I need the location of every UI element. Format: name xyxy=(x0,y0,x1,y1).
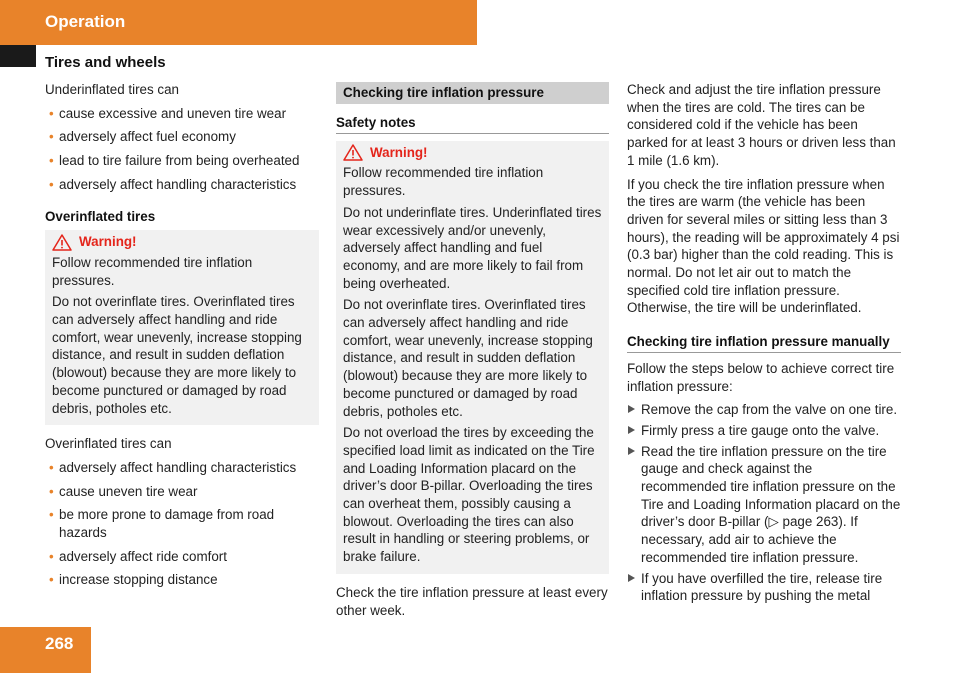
underinflated-list xyxy=(45,105,319,194)
warning-paragraph: Do not overload the tires by exceeding the specified load limit as indicated on the Tire and Loading Information placard on the driver’s door B-pillar. Overloading the tires can overheat them, possibly causing a blowout. Overloading the tires can also result in handling or steering problems, or brake failure. xyxy=(343,425,595,565)
page-number-box xyxy=(0,627,91,673)
list-item: • increase stopping distance xyxy=(45,571,319,589)
warning-title: Warning! xyxy=(370,144,428,160)
column-left xyxy=(45,81,319,599)
section-tab-marker xyxy=(0,45,36,67)
overinflated-heading: Overinflated tires xyxy=(45,208,156,224)
check-frequency-note: Check the tire inflation pressure at least every other week. xyxy=(336,584,608,618)
warning-title: Warning! xyxy=(79,234,137,250)
checking-pressure-heading: Checking tire inflation pressure xyxy=(336,82,609,104)
manual-check-steps xyxy=(627,401,901,605)
warning-paragraph: Follow recommended tire inflation pressures. xyxy=(52,254,253,288)
list-item: • adversely affect fuel economy xyxy=(45,128,319,146)
warning-box xyxy=(336,141,609,574)
page-reference-arrow-icon: ▷ xyxy=(768,514,779,530)
page-number: 268 xyxy=(45,634,74,653)
header-bar xyxy=(0,0,477,45)
warning-paragraph: Follow recommended tire inflation pressures. xyxy=(343,165,544,199)
underinflated-intro: Underinflated tires can xyxy=(45,82,179,97)
column-middle xyxy=(336,81,609,625)
step-text: Read the tire inflation pressure on the tire gauge and check against the recommended tire inflation pressure on the Tire and Loading Information placard on the driver’s door B-pillar ( xyxy=(641,443,901,530)
step-item: Remove the cap from the valve on one tire. xyxy=(627,401,901,419)
list-item: • cause excessive and uneven tire wear xyxy=(45,105,319,123)
step-item xyxy=(627,443,901,567)
warning-paragraph: Do not overinflate tires. Overinflated tires can adversely affect handling and ride comfort, wear unevenly, increase stopping distance, and result in sudden deflation (blowout) because they are more likely to become punctured or damaged by road debris, potholes etc. xyxy=(343,297,593,419)
section-title: Tires and wheels xyxy=(45,54,166,71)
list-item: • adversely affect handling characteristics xyxy=(45,459,319,477)
warning-box xyxy=(45,230,319,425)
warm-check-paragraph: If you check the tire inflation pressure when the tires are warm (the vehicle has been driven for several miles or sitting less than 3 hours), the reading will be approximately 4 psi (0.3 bar) higher than the cold reading. This is normal. Do not let air out to match the specified cold tire inflation pressure. Otherwise, the tire will be underinflated. xyxy=(627,176,900,316)
manual-check-heading: Checking tire inflation pressure manually xyxy=(627,333,901,353)
step-item: If you have overfilled the tire, release tire inflation pressure by pushing the metal xyxy=(627,570,901,605)
manual-check-intro: Follow the steps below to achieve correct tire inflation pressure: xyxy=(627,360,895,394)
overinflated-list xyxy=(45,459,319,589)
cold-check-paragraph: Check and adjust the tire inflation pressure when the tires are cold. The tires can be considered cold if the vehicle has been parked for at least 3 hours or driven less than 1 mile (1.6 km). xyxy=(627,82,896,168)
list-item: • cause uneven tire wear xyxy=(45,483,319,501)
step-item: Firmly press a tire gauge onto the valve. xyxy=(627,422,901,440)
list-item: • adversely affect handling characteristics xyxy=(45,176,319,194)
list-item: • lead to tire failure from being overheated xyxy=(45,152,319,170)
warning-paragraph: Do not underinflate tires. Underinflated tires wear excessively and/or unevenly, adversely affect handling and fuel economy, and are more likely to fail from being overheated. xyxy=(343,204,602,291)
step-text: ). If necessary, add air to achieve the recommended tire inflation pressure. xyxy=(641,514,859,565)
column-right xyxy=(627,81,901,608)
overinflated-intro: Overinflated tires can xyxy=(45,436,172,452)
list-item: • adversely affect ride comfort xyxy=(45,548,319,566)
warning-triangle-icon xyxy=(52,234,72,251)
warning-triangle-icon xyxy=(343,144,363,161)
list-item: • be more prone to damage from road hazards xyxy=(45,506,319,541)
chapter-title: Operation xyxy=(45,12,126,31)
warning-paragraph: Do not overinflate tires. Overinflated tires can adversely affect handling and ride comfort, wear unevenly, increase stopping distance, and result in sudden deflation (blowout) because they are more likely to become punctured or damaged by road debris, potholes etc. xyxy=(52,294,302,416)
page-reference-link[interactable]: page 263 xyxy=(778,514,839,530)
safety-notes-heading: Safety notes xyxy=(336,114,609,134)
